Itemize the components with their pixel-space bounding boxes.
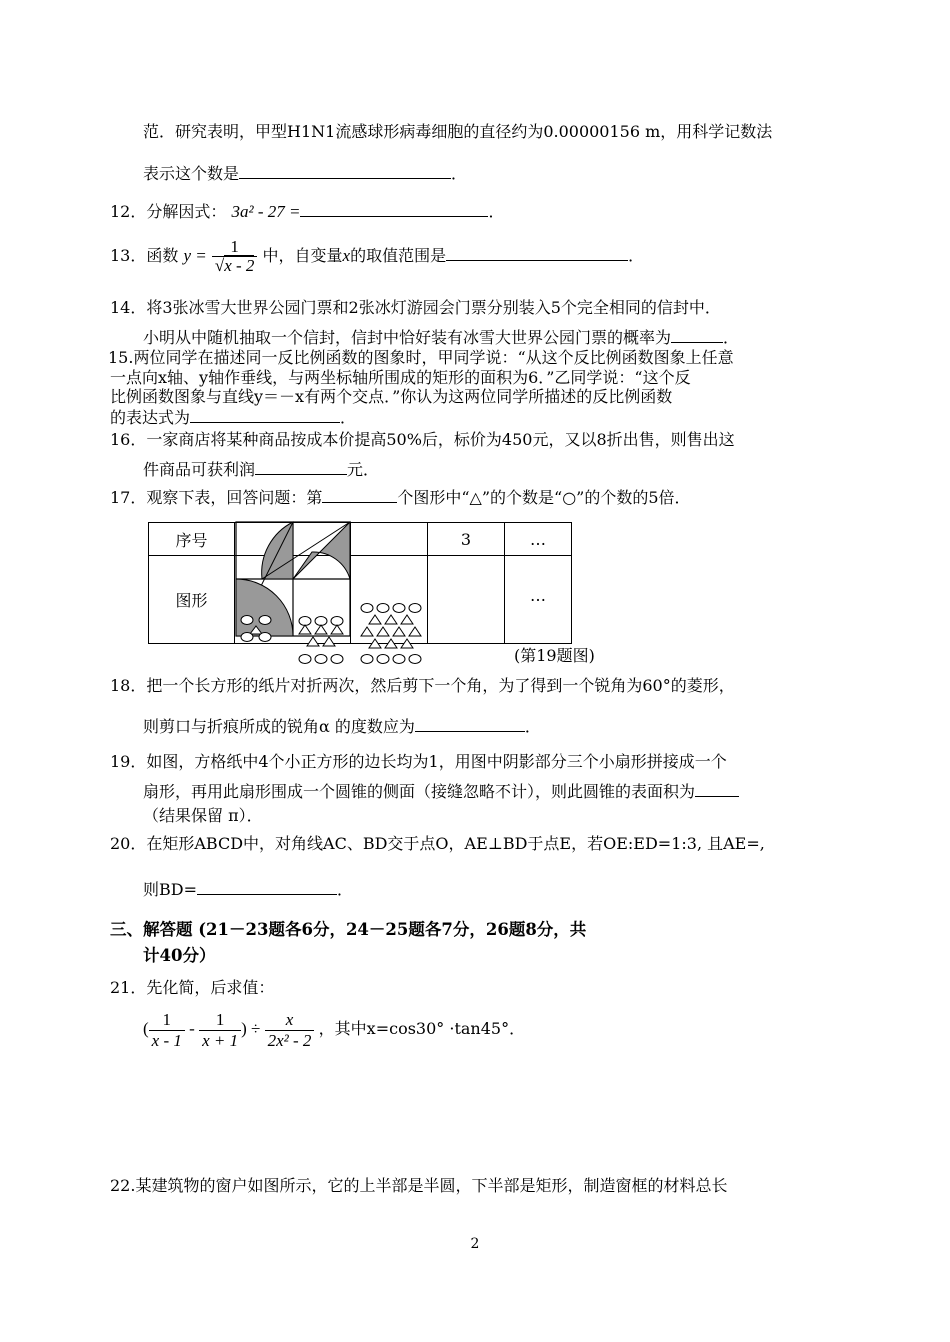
table-header-index: 序号 [149, 523, 235, 556]
q13-y: y = [183, 246, 207, 265]
q12-expr: 3a² - 27 = [231, 202, 301, 221]
q15-text: 的表达式为 [110, 408, 191, 427]
q20-line2: 则BD= ． [143, 880, 354, 899]
table-header-3: 3 [428, 523, 505, 556]
q14-text: 小明从中随机抽取一个信封，信封中恰好装有冰雪大世界公园门票的概率为 [143, 328, 672, 347]
section-3-heading: 三、解答题 (21－23题各6分，24－25题各7分，26题8分，共 [110, 920, 587, 939]
q11-text: 表示这个数是 [143, 164, 240, 183]
q20-text: 则BD= [143, 880, 197, 899]
frac-1: $\frac{1}{x - 1}$ [149, 1010, 185, 1051]
q15-line1: 15.两位同学在描述同一反比例函数的图象时，甲同学说：“从这个反比例函数图象上任意 [108, 348, 734, 367]
q19-text: 扇形，再用此扇形围成一个圆锥的侧面（接缝忽略不计），则此圆锥的表面积为 [143, 782, 696, 801]
answer-blank-19 [695, 780, 739, 797]
q20-line1: 20．在矩形ABCD中，对角线AC、BD交于点O，AE⊥BD于点E，若OE:ED=1:3, 且AE=, [110, 834, 765, 853]
q14-line1: 14．将3张冰雪大世界公园门票和2张冰灯游园会门票分别装入5个完全相同的信封中． [110, 298, 721, 317]
q14-line2: 小明从中随机抽取一个信封，信封中恰好装有冰雪大世界公园门票的概率为 ． [143, 328, 740, 347]
q21-line1: 21．先化简，后求值： [110, 978, 275, 997]
q19-line3: （结果保留 π）． [143, 806, 263, 825]
q21-expression: ( $\frac{1}{x - 1}$ - $\frac{1}{x + 1}$ ) ÷ $\frac{x}{\text{2x² - 2}}$ ，其中x=cos30° ·tan45°． [143, 1009, 526, 1050]
q11-line2: 表示这个数是 ． [143, 164, 468, 183]
page-number: 2 [470, 1236, 480, 1252]
q13-text-a: 13．函数 [110, 246, 179, 265]
q11-line1: 范．研究表明，甲型H1N1流感球形病毒细胞的直径约为0.00000156 m，用科学记数法 [143, 122, 773, 141]
q15-line4: 的表达式为 ． [110, 408, 357, 427]
section-3-heading-cont: 计40分） [143, 946, 216, 965]
q12-text: 12．分解因式： [110, 202, 227, 221]
q19-line2 [143, 780, 739, 802]
q16-line2: 件商品可获利润 元． [143, 460, 380, 479]
figure-caption: (第19题图) [514, 646, 595, 665]
q13: 13．函数 y = $\frac{1}{√x - 2}$ 中，自变量x的取值范围是 ． [110, 237, 645, 275]
table-row-label-figure: 图形 [149, 556, 235, 644]
q15-line3: 比例函数图象与直线y＝－x有两个交点．”你认为这两位同学所描述的反比例函数 [110, 387, 673, 406]
frac-2: $\frac{1}{x + 1}$ [199, 1010, 241, 1051]
q16-line1: 16．一家商店将某种商品按成本价提高50%后，标价为450元，又以8折出售，则售出这 [110, 430, 735, 449]
q22-line1: 22.某建筑物的窗户如图所示，它的上半部是半圆，下半部是矩形，制造窗框的材料总长 [110, 1176, 728, 1195]
q18-text: 则剪口与折痕所成的锐角α 的度数应为 [143, 717, 415, 736]
q17-text-b: 个图形中“△”的个数是“○”的个数的5倍． [397, 488, 691, 507]
table-header-ellipsis: … [505, 523, 572, 556]
q18-line2: 则剪口与折痕所成的锐角α 的度数应为 ． [143, 717, 541, 736]
q19-line1: 19．如图，方格纸中4个小正方形的边长均为1，用图中阴影部分三个小扇形拼接成一个 [110, 752, 727, 771]
q18-line1: 18．把一个长方形的纸片对折两次，然后剪下一个角，为了得到一个锐角为60°的菱形， [110, 676, 735, 695]
q17-text-a: 17．观察下表，回答问题：第 [110, 488, 323, 507]
q16-text: 件商品可获利润 [143, 460, 256, 479]
table-cell-ellipsis: … [505, 556, 572, 644]
q13-text-b: 中，自变量 [262, 246, 343, 265]
q13-text-c: 的取值范围是 [350, 246, 447, 265]
q12: 12．分解因式： 3a² - 27 = ． [110, 202, 505, 221]
frac-3: $\frac{x}{\text{2x² - 2}}$ [265, 1010, 315, 1051]
q21-condition: ，其中x=cos30° ·tan45°． [318, 1019, 526, 1038]
q13-fraction: $\frac{1}{√x - 2}$ [212, 238, 258, 275]
answer-blank-18 [415, 715, 525, 732]
q15-line2: 一点向x轴、y轴作垂线，与两坐标轴所围成的矩形的面积为6．”乙同学说：“这个反 [110, 368, 691, 387]
q13-x: x [342, 246, 351, 265]
answer-blank-20 [197, 878, 337, 895]
